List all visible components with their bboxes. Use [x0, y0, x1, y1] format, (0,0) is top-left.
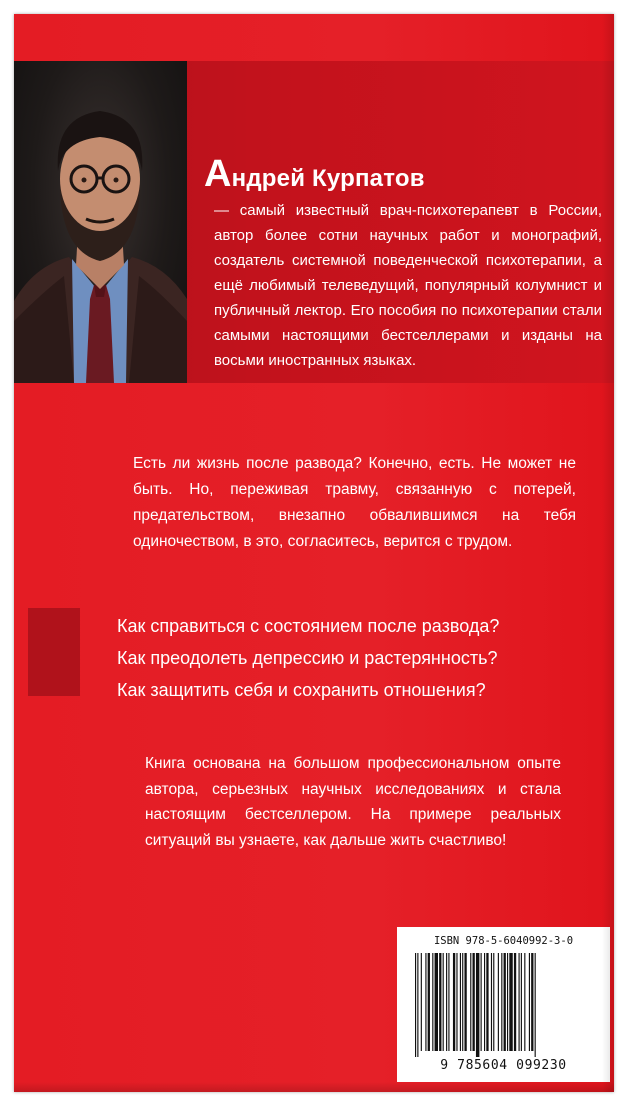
barcode-bar — [531, 953, 533, 1051]
questions-accent-block — [28, 608, 80, 696]
author-portrait-illustration — [14, 61, 187, 383]
barcode-bar — [504, 953, 506, 1051]
questions-list — [117, 610, 499, 706]
barcode-bar — [456, 953, 457, 1051]
barcode-bar — [470, 953, 471, 1051]
barcode-bar — [535, 953, 536, 1057]
barcode-bar — [521, 953, 522, 1051]
barcode-bar — [417, 953, 418, 1057]
author-block — [14, 61, 614, 383]
barcode-bar — [435, 953, 438, 1051]
author-name — [204, 153, 425, 196]
book-description: Книга основана на большом профессиональном опыте автора, серьезных научных исследованиях и стала настоящим бестселлером. На примере реальных ситуаций вы узнаете, как дальше жить счастливо! — [145, 755, 561, 849]
barcode-bar — [448, 953, 449, 1051]
barcode-bar — [514, 953, 516, 1051]
book-back-cover — [14, 14, 614, 1092]
barcode-bar — [432, 953, 433, 1051]
barcode-bars — [415, 953, 592, 1057]
barcode-bar — [439, 953, 441, 1051]
barcode-bar — [507, 953, 508, 1051]
barcode-bar — [493, 953, 494, 1051]
author-name-initial: А — [204, 153, 232, 195]
barcode-bar — [421, 953, 422, 1051]
cover-edge-shadow — [602, 14, 614, 1092]
barcode-bar — [491, 953, 492, 1051]
barcode-bar — [415, 953, 416, 1057]
barcode-bar — [453, 953, 455, 1051]
barcode-bar — [443, 953, 444, 1051]
question-item: Как преодолеть депрессию и растерянность? — [117, 648, 498, 668]
isbn-label: ISBN 978-5-6040992-3-0 — [433, 935, 574, 947]
barcode-panel — [397, 927, 610, 1082]
barcode-bar — [484, 953, 485, 1051]
barcode-digits: 9 785604 099230 — [440, 1058, 567, 1073]
barcode-bar — [486, 953, 488, 1051]
author-photo — [14, 61, 187, 383]
question-item: Как справиться с состоянием после развода? — [117, 616, 500, 636]
barcode-bar — [509, 953, 512, 1051]
barcode-bar — [460, 953, 461, 1051]
barcode-bar — [501, 953, 502, 1051]
intro-paragraph: Есть ли жизнь после развода? Конечно, есть. Не может не быть. Но, переживая травму, связанную с потерей, предательством, внезапно обвалившимся на тебя одиночеством, в это, согласитесь, верится с трудом. — [133, 455, 576, 550]
barcode-bar — [524, 953, 525, 1051]
author-bio: — самый известный врач-психотерапевт в России, автор более сотни научных работ и монографий, создатель системной поведенческой психотерапии, а ещё любимый телеведущий, популярный колумнист и публичный лектор. Его пособия по психотерапии стали самыми настоящими бестселлерами и изданы на восьми иностранных языках. — [214, 202, 602, 369]
barcode-bar — [462, 953, 463, 1051]
barcode-bar — [519, 953, 520, 1051]
barcode-bar — [425, 953, 426, 1051]
question-item: Как защитить себя и сохранить отношения? — [117, 680, 486, 700]
cover-bottom-shadow — [14, 1082, 614, 1092]
barcode-bar — [428, 953, 430, 1051]
barcode-bar — [473, 953, 475, 1051]
barcode-bar — [481, 953, 482, 1051]
barcode-bar — [476, 953, 479, 1057]
barcode-bar — [529, 953, 530, 1051]
barcode-bar — [498, 953, 499, 1051]
barcode-bar — [464, 953, 466, 1051]
author-name-rest: ндрей Курпатов — [231, 165, 425, 192]
barcode-bar — [446, 953, 447, 1051]
